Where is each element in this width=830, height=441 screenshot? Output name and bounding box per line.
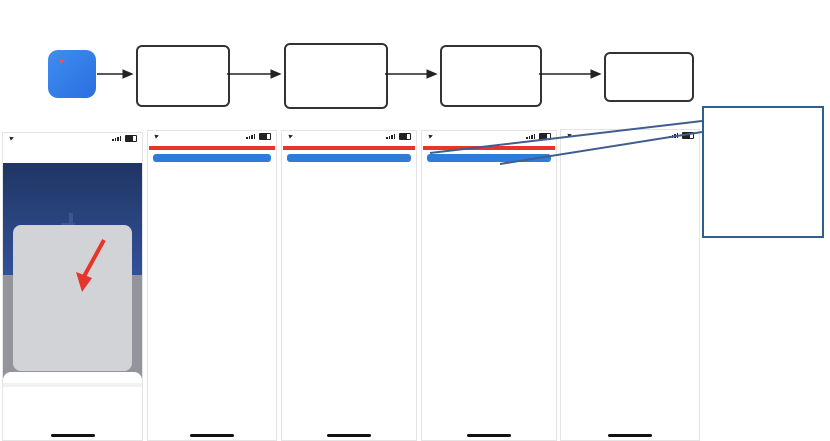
battery-icon [259, 133, 271, 140]
home-indicator [190, 434, 234, 437]
query-button[interactable] [153, 154, 271, 162]
location-arrow-icon [288, 133, 293, 138]
phone-coach [421, 130, 557, 441]
flow-step-department-services [136, 45, 230, 107]
app-icon [48, 50, 96, 98]
signal-icon [112, 136, 121, 141]
signal-icon [386, 134, 395, 139]
location-arrow-icon [428, 133, 433, 138]
statusbar [422, 131, 556, 141]
location-arrow-icon [154, 133, 159, 138]
search-form-highlight [283, 146, 415, 150]
nav-bar [282, 141, 416, 146]
nav-bar [148, 141, 276, 146]
nav-bar [422, 141, 556, 146]
flow-step-transport-bureau [284, 43, 388, 109]
statusbar [561, 130, 699, 140]
statusbar [3, 133, 142, 143]
data-note [422, 166, 556, 172]
phone-home [2, 132, 143, 441]
nav-bar [3, 143, 142, 148]
heart-icon: ♥ [59, 57, 64, 66]
query-button[interactable] [427, 154, 551, 162]
home-indicator [608, 434, 652, 437]
flow-step-shenzhen-jiapei [440, 45, 542, 107]
home-indicator [51, 434, 95, 437]
sheet-options [3, 372, 142, 383]
search-form-highlight [423, 146, 555, 150]
signal-icon [246, 134, 255, 139]
cancel-button[interactable] [3, 383, 142, 397]
statusbar [148, 131, 276, 141]
home-indicator [327, 434, 371, 437]
battery-icon [399, 133, 411, 140]
home-indicator [467, 434, 511, 437]
search-form-highlight [149, 146, 275, 150]
public-services-card [13, 225, 132, 371]
action-sheet [3, 372, 142, 440]
section-subject3-title [561, 155, 699, 159]
battery-icon [682, 132, 694, 139]
battery-icon [539, 133, 551, 140]
battery-icon [125, 135, 137, 142]
query-button[interactable] [287, 154, 411, 162]
phone-training-ground [147, 130, 277, 441]
signal-icon [526, 134, 535, 139]
nav-bar [561, 140, 699, 145]
location-arrow-icon [9, 135, 14, 140]
phone-coach-car [281, 130, 417, 441]
callout-note [702, 106, 824, 238]
statusbar [282, 131, 416, 141]
location-arrow-icon [567, 132, 572, 137]
phone-exam-info [560, 129, 700, 441]
flow-step-info-query [604, 52, 694, 102]
signal-icon [669, 133, 678, 138]
